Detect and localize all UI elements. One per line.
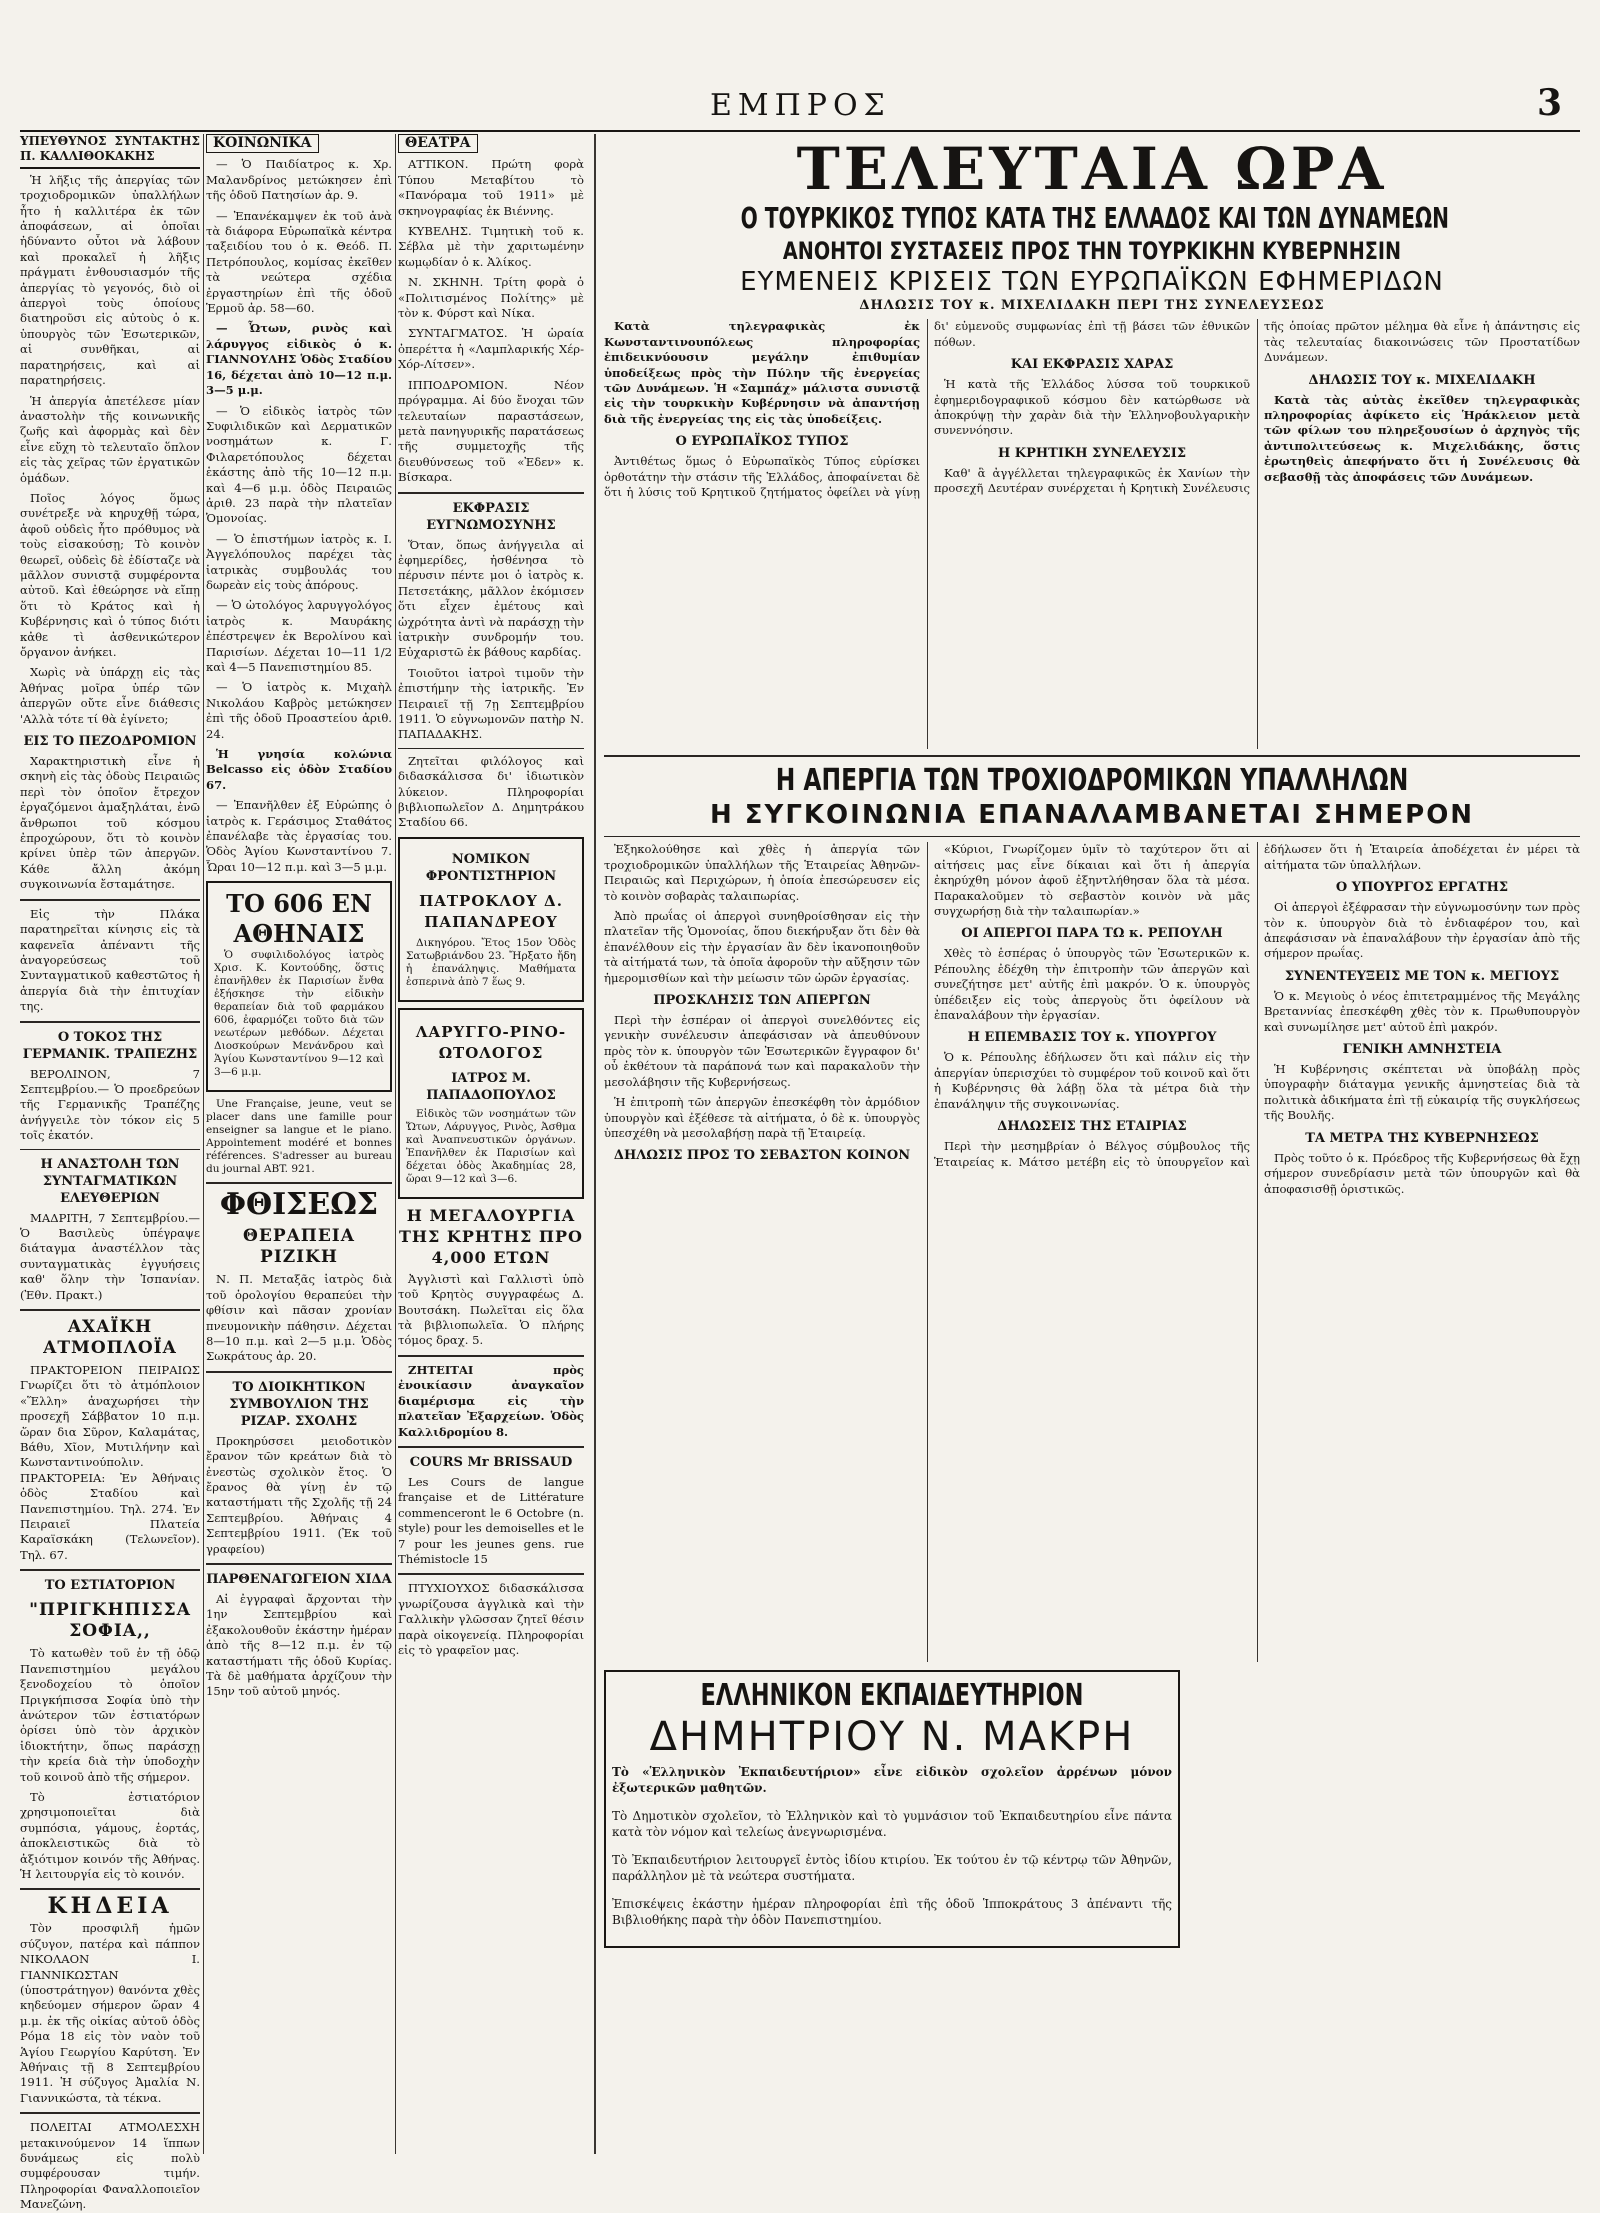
- article-paragraph: Χαρακτηριστικὴ εἶνε ἡ σκηνὴ εἰς τὰς ὁδοὺς Πειραιῶς περὶ τὸν ὁποῖον ἔτρεχον ἐργαζόμενοι ἀμαξηλάται, ἐνῶ ἄνθρωποι τοῦ κόσμου ἐπροχώρουν, ὅτι τὸ κοινὸν κρίνει ὑπὲρ τῶν ἀπεργῶν. Κάθε ἄλλη ἀκόμη συγκοινωνία ἔσταμάτησε.: [20, 754, 200, 892]
- section-heading: ΓΕΝΙΚΗ ΑΜΝΗΣΤΕΙΑ: [1342, 1042, 1502, 1058]
- divider: [20, 1149, 200, 1150]
- social-item: — Ὁ ἐπιστήμων ἰατρὸς κ. Ι. Ἀγγελόπουλος παρέχει τὰς ἰατρικὰς συμβουλάς του δωρεὰν εἰς τοὺς ἀπόρους.: [206, 531, 392, 592]
- social-item: — Ὁ ἰατρὸς κ. Μιχαὴλ Νικολάου Καβρὸς μετώκησεν ἐπὶ τῆς ὁδοῦ Προαστείου ἀριθ. 24.: [206, 680, 392, 741]
- ad-subtitle: ΙΑΤΡΟΣ Μ. ΠΑΠΑΔΟΠΟΥΛΟΣ: [426, 1070, 556, 1103]
- ad-title: ΦΘΙΣΕΩΣ: [219, 1187, 379, 1223]
- section-heading: ΤΑ ΜΕΤΡΑ ΤΗΣ ΚΥΒΕΡΝΗΣΕΩΣ: [1305, 1130, 1539, 1146]
- main-subtitle: Ο ΤΟΥΡΚΙΚΟΣ ΤΥΠΟΣ ΚΑΤΑ ΤΗΣ ΕΛΛΑΔΟΣ ΚΑΙ ΤΩΝ ΔΥΝΑΜΕΩΝ: [740, 202, 1450, 235]
- social-item: — Ἐπανῆλθεν ἐξ Εὐρώπης ὁ ἰατρὸς κ. Γεράσιμος Σταθάτος ἐπανέλαβε τὰς ἐργασίας του. Ὁδὸς Ἁγίου Κωνσταντίνου 7. Ὧραι 10—12 π.μ. καὶ 3—5 μ.μ.: [206, 798, 392, 874]
- ad-heading: Η ΜΕΓΑΛΟΥΡΓΙΑ ΤΗΣ ΚΡΗΤΗΣ ΠΡΟ 4,000 ΕΤΩΝ: [399, 1205, 583, 1267]
- section-heading: ΔΗΛΩΣΙΣ ΠΡΟΣ ΤΟ ΣΕΒΑΣΤΟΝ ΚΟΙΝΟΝ: [613, 1148, 911, 1164]
- section-heading: ΟΙ ΑΠΕΡΓΟΙ ΠΑΡΑ ΤΩ κ. ΡΕΠΟΥΛΗ: [961, 926, 1223, 942]
- funeral-notice: Τὸν προσφιλῆ ἡμῶν σύζυγον, πατέρα καὶ πάππον ΝΙΚΟΛΑΟΝ Ι. ΓΙΑΝΝΙΚΩΣΤΑΝ (ὑποστράτηγον) θανόντα χθὲς κηδεύομεν σήμερον ὥραν 4 μ.μ. ἐκ τῆς οἰκίας αὐτοῦ ὁδὸς Ρόμα 18 εἰς τὸν ναὸν τοῦ Ἁγίου Γεωργίου Καρύτση. Ἐν Ἀθήναις τῇ 8 Σεπτεμβρίου 1911. Ἡ σύζυγος Ἀμαλία Ν. Γιαννικώστα, τὰ τέκνα.: [20, 1921, 200, 2105]
- theatre-item: Ν. ΣΚΗΝΗ. Τρίτη φορὰ ὁ «Πολιτισμένος Πολίτης» μὲ τὸν κ. Φύρστ καὶ Νίκα.: [398, 275, 584, 321]
- ad-title: ΝΟΜΙΚΟΝ ΦΡΟΝΤΙΣΤΗΡΙΟΝ: [425, 851, 557, 884]
- french-ad: Une Française, jeune, veut se placer dans une famille pour enseigner sa langue et le piano. Appointement modéré et bonnes références. S'adresser au bureau du journal ABT. 921.: [206, 1098, 392, 1176]
- article-paragraph: Εἰς τὴν Πλάκα παρατηρεῖται κίνησις εἰς τὰ καφενεῖα ἀπέναντι τῆς ἀναγορεύσεως τοῦ Συνταγματικοῦ καθεστῶτος ἡ ἀπεργία διὰ τὴν ἐπιτυχίαν της.: [20, 906, 200, 1014]
- section-heading: Η ΑΝΑΣΤΟΛΗ ΤΩΝ ΣΥΝΤΑΓΜΑΤΙΚΩΝ ΕΛΕΥΘΕΡΙΩΝ: [40, 1156, 180, 1206]
- page-number: 3: [1536, 82, 1562, 124]
- theatre-item: ΑΤΤΙΚΟΝ. Πρώτη φορὰ Τύπου Μεταβίτου τὸ «Πανόραμα τοῦ 1911» μὲ σκηνογραφίας ἐκ Βιέννης.: [398, 157, 584, 218]
- ad-title: ΛΑΡΥΓΓΟ-ΡΙΝΟ-ΩΤΟΛΟΓΟΣ: [415, 1022, 567, 1062]
- section-heading: ΔΗΛΩΣΕΙΣ ΤΗΣ ΕΤΑΙΡΙΑΣ: [997, 1119, 1187, 1135]
- article-paragraph: Ἡ ἐπιτροπὴ τῶν ἀπεργῶν ἐπεσκέφθη τὸν ἀρμόδιον ὑπουργὸν καὶ ἐξέθεσε τὰ αἰτήματα, ὁ δὲ κ. ὑπουργὸς ὑπεσχέθη νὰ μεσολαβήσῃ παρὰ τῇ Ἑταιρείᾳ.: [604, 1095, 920, 1140]
- divider: [398, 748, 584, 749]
- ad-heading: "ΠΡΙΓΚΗΠΙΣΣΑ ΣΟΦΙΑ,,: [29, 1600, 191, 1642]
- ad-box-606: [206, 881, 392, 1092]
- theatre-item: ΙΠΠΟΔΡΟΜΙΟΝ. Νέον πρόγραμμα. Αἱ δύο ἔνοχαι τῶν τελευταίων παραστάσεων, μετὰ πανηγυρικῆς παρατάσεως τῆς συμμετοχῆς τῆς διευθύνσεως τοῦ «Ἐδεν» κ. Βίσκαρα.: [398, 377, 584, 485]
- notice-heading: ΤΟ ΔΙΟΙΚΗΤΙΚΟΝ ΣΥΜΒΟΥΛΙΟΝ ΤΗΣ ΡΙΖΑΡ. ΣΧΟΛΗΣ: [229, 1379, 369, 1429]
- divider: [398, 1446, 584, 1448]
- ad-text: Ζητεῖται φιλόλογος καὶ διδασκάλισσα δι' ἰδιωτικὸν λύκειον. Πληροφορίαι βιβλιοπωλεῖον Δ. Δημητράκου Σταδίου 66.: [398, 753, 584, 830]
- divider: [206, 1563, 392, 1565]
- article-paragraph: Κατὰ τηλεγραφικὰς ἐκ Κωνσταντινουπόλεως πληροφορίας ἐπιδεικνύουσιν μεγάλην ἐπιθυμίαν ὑποδείξεως πρὸς τὴν Πύλην τῆς ἐνεργείας τῶν Δυνάμεων. Ἡ «Σαμπάχ» μάλιστα συνιστᾷ εἰς τὴν τουρκικὴν Κυβέρνησιν νὰ ἀπαντήσῃ διὰ τῆς ἐνεργείας της εἰς τὰς ὑποδείξεις.: [604, 319, 920, 426]
- social-item: — Ὁ ὠτολόγος λαρυγγολόγος ἰατρὸς κ. Μαυράκης ἐπέστρεψεν ἐκ Βερολίνου καὶ Παρισίων. Δέχεται 10—11 1/2 καὶ 4—5 Πανεπιστημίου 85.: [206, 598, 392, 674]
- masthead: [20, 74, 1580, 132]
- strike-story-columns: [604, 842, 1580, 1662]
- divider: [206, 1182, 392, 1184]
- column-2: [206, 134, 392, 2154]
- ad-subtitle: ΠΑΤΡΟΚΛΟΥ Δ. ΠΑΠΑΝΔΡΕΟΥ: [419, 891, 563, 931]
- column-rule: [594, 134, 596, 2154]
- ad-text: ΠΤΥΧΙΟΥΧΟΣ διδασκάλισσα γνωρίζουσα ἀγγλικὰ καὶ τὴν Γαλλικὴν γλῶσσαν ζητεῖ θέσιν παρὰ οἰκογενείᾳ. Πληροφορίαι εἰς τὸ γραφεῖον μας.: [398, 1581, 584, 1657]
- article-paragraph: Κατὰ τὰς αὐτὰς ἐκεῖθεν τηλεγραφικὰς πληροφορίας ἀφίκετο εἰς Ἡράκλειον μετὰ τῶν φίλων του πληρεξουσίων ὁ ἀρχηγὸς τῆς ἀντιπολιτεύσεως κ. Μιχελιδάκης, ὅστις ἐρωτηθεὶς ἀπεφήνατο ὅτι ἡ Συνέλευσις θὰ σεβασθῇ τὰς ἀποφάσεις τῶν Δυνάμεων.: [1264, 392, 1580, 484]
- divider: [398, 1573, 584, 1575]
- article-paragraph: Ἐξηκολούθησε καὶ χθὲς ἡ ἀπεργία τῶν τροχιοδρομικῶν ὑπαλλήλων τῆς Ἑταιρείας Ἀθηνῶν-Πειραιῶς καὶ Περιχώρων, ἡ ὁποία ἐπεσώρευσεν εἰς τὸ κοινὸν σοβαρὰς ταλαιπωρίας.: [604, 842, 920, 903]
- divider: [20, 2112, 200, 2114]
- social-item: Ἡ γνησία κολώνια Belcasso εἰς ὁδὸν Σταδίου 67.: [206, 747, 392, 792]
- main-subtitle: ΑΝΟΗΤΟΙ ΣΥΣΤΑΣΕΙΣ ΠΡΟΣ ΤΗΝ ΤΟΥΡΚΙΚΗΝ ΚΥΒΕΡΝΗΣΙΝ: [782, 237, 1402, 265]
- ad-text: Τὸ ἐστιατόριον χρησιμοποιεῖται διὰ συμπόσια, γάμους, ἑορτάς, ἀποκλειστικῶς διὰ τὸ ἀξιότιμον κοινόν τῆς Ἀθήνας. Ἡ λειτουργία εἰς τὸ κοινόν.: [20, 1789, 200, 1881]
- column-rule: [395, 134, 396, 2154]
- article-paragraph: «Κύριοι, Γνωρίζομεν ὑμῖν τὸ ταχύτερον ὅτι αἱ αἰτήσεις μας εἶνε δίκαιαι καὶ ὅτι ἡ ἀπεργία ἐκηρύχθη μόνον ἀφοῦ ἐξηντλήθησαν ὅλα τὰ μέσα. Παρακαλοῦμεν τὸ σεβαστὸν κοινὸν νὰ μᾶς συγχωρήσῃ διὰ τὴν ταλαιπωρίαν.»: [934, 842, 1250, 919]
- ad-text: Les Cours de langue française et de Littérature commenceront le 6 Octobre (n. style) pour les demoiselles et le 7 pour les jeunes gens. rue Thémistocle 15: [398, 1474, 584, 1566]
- ad-text: ΠΡΑΚΤΟΡΕΙΟΝ ΠΕΙΡΑΙΩΣ Γνωρίζει ὅτι τὸ ἀτμόπλοιον «Ἕλλη» ἀναχωρήσει τὴν προσεχῆ Σάββατον 10 π.μ. ὥραν δια Σῦρον, Καλαμάτας, Βάθυ, Χῖον, Μυτιλήνην καὶ Κωνσταντινούπολιν. ΠΡΑΚΤΟΡΕΙΑ: Ἐν Ἀθήναις ὁδὸς Σταδίου καὶ Πανεπιστημίου. Τηλ. 274. Ἐν Πειραιεῖ Πλατεία Καραϊσκάκη (Τελωνεῖον). Τηλ. 67.: [20, 1363, 200, 1562]
- ad-text: Ν. Π. Μεταξᾶς ἰατρὸς διὰ τοῦ ὁρολογίου θεραπεύει τὴν φθίσιν καὶ πᾶσαν χρονίαν πνευμονικὴν πάθησιν. Δέχεται 8—10 π.μ. καὶ 2—5 μ.μ. Ὁδὸς Σωκράτους ἀρ. 20.: [206, 1272, 392, 1364]
- article-paragraph: Χωρὶς νὰ ὑπάρχῃ εἰς τὰς Ἀθήνας μοῖρα ὑπέρ τῶν ἀπεργῶν οὔτε εἶνε διάθεσις 'Αλλὰ τότε τί θὰ ἐγίνετο;: [20, 665, 200, 726]
- article-paragraph: Ἡ λῆξις τῆς ἀπεργίας τῶν τροχιοδρομικῶν ὑπαλλήλων ἦτο ἡ καλλιτέρα ἐκ τῶν ἀποφάσεων, αἱ ὁποῖαι ἠδύναντο οὗτοι νὰ λάβουν καὶ προκαλεῖ ἡ λῆξις πράγματι ἐνθουσιασμόν τῆς ἀπεργίας τὸ γεγονός, διὸ οἱ ἀπεργοὶ τοὺς ὁποίους διατηροῦσι εἰς αὐτοὺς ὁ κ. ὑπουργὸς τῶν Ἐσωτερικῶν, αἱ συνθῆκαι, αἱ παρατηρήσεις, καὶ αἱ παρατηρήσεις.: [20, 172, 200, 388]
- theatre-item: ΚΥΒΕΛΗΣ. Τιμητικὴ τοῦ κ. Σέβλα μὲ τὴν χαριτωμένην κωμῳδίαν ὁ κ. Ἀλίκος.: [398, 224, 584, 269]
- editor-byline: ΥΠΕΥΘΥΝΟΣ ΣΥΝΤΑΚΤΗΣ Π. ΚΑΛΛΙΘΟΚΑΚΗΣ: [20, 134, 200, 169]
- article-paragraph: ΒΕΡΟΛΙΝΟΝ, 7 Σεπτεμβρίου.— Ὁ προεδρεύων τῆς Γερμανικῆς Τραπέζης ἀνήγγειλε τὸν τόκον εἰς 5 τοῖς ἑκατόν.: [20, 1066, 200, 1143]
- paper-name: ΕΜΠΡΟΣ: [710, 88, 891, 123]
- section-tag: ΘΕΑΤΡΑ: [398, 134, 478, 153]
- article-paragraph: Ποῖος λόγος ὅμως συνέτρεξε νὰ κηρυχθῇ τώρα, ἀφοῦ οὐδεὶς ἦτο πρόθυμος νὰ τοὺς εἰσακούσῃ; Τὸ κοινὸν θεωρεῖ, οὐδεὶς δὲ ἐδίσταζε νὰ μᾶλλον συνιστᾷ συμφέροντα αὐτοῦ. Καὶ ἐθεώρησε νὰ εἴπῃ ὅτι τὸ Κράτος καὶ ἡ Κυβέρνησις καὶ ὁ τύπος διότι κἀθε τὶ ἀσθενικώτερον ὄργανον ἀνήκει.: [20, 490, 200, 659]
- section-heading: Ο ΥΠΟΥΡΓΟΣ ΕΡΓΑΤΗΣ: [1335, 880, 1509, 896]
- social-item: — Ἐπανέκαμψεν ἐκ τοῦ ἀνὰ τὰ διάφορα Εὐρωπαϊκὰ κέντρα ταξειδίου του ὁ κ. Θεόδ. Π. Πετρόπουλος, κομίσας ἐκεῖθεν τὰ νεώτερα σχέδια ἐργαστηρίων ἐπὶ τῆς ὁδοῦ Ἑρμοῦ ἀρ. 58—60.: [206, 208, 392, 316]
- school-name: ΔΗΜΗΤΡΙΟΥ Ν. ΜΑΚΡΗ: [649, 1714, 1135, 1761]
- divider: [20, 1021, 200, 1023]
- school-text: Τὸ Δημοτικὸν σχολεῖον, τὸ Ἑλληνικὸν καὶ τὸ γυμνάσιον τοῦ Ἐκπαιδευτηρίου εἶνε πάντα κατὰ τὸν νόμον καὶ τελείως ἀνεγνωρισμένα.: [612, 1809, 1172, 1840]
- article-paragraph: Ὁ κ. Μεγιοὺς ὁ νέος ἐπιτετραμμένος τῆς Μεγάλης Βρεταννίας ἐπεσκέφθη χθὲς τὸν κ. Πρωθυπουργὸν καὶ συνωμίλησε μετ' αὐτοῦ ἐπὶ μακρόν.: [1264, 988, 1580, 1034]
- main-subtitle: ΔΗΛΩΣΙΣ ΤΟΥ κ. ΜΙΧΕΛΙΔΑΚΗ ΠΕΡΙ ΤΗΣ ΣΥΝΕΛΕΥΣΕΩΣ: [859, 298, 1325, 313]
- ad-title: ΤΟ 606 ΕΝ ΑΘΗΝΑΙΣ: [226, 889, 372, 949]
- ad-text: Ὁ συφιλιδολόγος ἰατρὸς Χρισ. Κ. Κοντούδης, ὅστις ἐπανῆλθεν ἐκ Παρισίων ἔνθα ἐξήσκησε τὴν εἰδικὴν θεραπείαν διὰ τοῦ φαρμάκου 606, ἐφαρμόζει τοῦτο διὰ τῶν νεωτέρων μεθόδων. Δέχεται Διοσκούρων Μενάνδρου καὶ Ἁγίου Κωνσταντίνου 9—12 καὶ 3—6 μ.μ.: [214, 949, 384, 1079]
- section-heading: ΠΡΟΣΚΛΗΣΙΣ ΤΩΝ ΑΠΕΡΓΩΝ: [653, 993, 871, 1009]
- theatre-item: ΣΥΝΤΑΓΜΑΤΟΣ. Ἡ ὡραία ὀπερέττα ἡ «Λαμπλαρικής Χέρ-Χόρ-Λίτσεν».: [398, 326, 584, 372]
- divider: [398, 492, 584, 494]
- ad-text: ΠΟΛΕΙΤΑΙ ΑΤΜΟΛΕΣΧΗ μετακινούμενον 14 ἵππων δυνάμεως εἰς πολὺ συμφέρουσαν τιμήν. Πληροφορίαι Φαναλλοποιεῖον Μανεζώνη.: [20, 2120, 200, 2212]
- school-text: Τὸ Ἐκπαιδευτήριον λειτουργεῖ ἐντὸς ἰδίου κτιρίου. Ἐκ τούτου ἐν τῷ κέντρῳ τῶν Ἀθηνῶν, παράλληλον μὲ τὰ νεώτερα συστήματα.: [612, 1853, 1172, 1884]
- divider: [20, 1309, 200, 1311]
- column-rule: [203, 134, 204, 2154]
- main-subtitle: ΕΥΜΕΝΕΙΣ ΚΡΙΣΕΙΣ ΤΩΝ ΕΥΡΩΠΑΪΚΩΝ ΕΦΗΜΕΡΙΔΩΝ: [740, 267, 1444, 297]
- article-paragraph: Ὅταν, ὅπως ἀνήγγειλα αἱ ἐφημερίδες, ἠσθένησα τὸ πέρυσιν πέντε μοι ὁ ἰατρὸς κ. Πετσετάκης, μᾶλλον ἐκόμισεν ὅτι εἶχεν ἐμέτους καὶ ὠχρότητα ἀντὶ νὰ παράσχῃ τὴν ἰατρικὴν συνδρομήν του. Εὐχαριστῶ ἐκ βάθους καρδίας.: [398, 537, 584, 660]
- column-1: [20, 134, 200, 2212]
- ad-subtitle: ΘΕΡΑΠΕΙΑ ΡΙΖΙΚΗ: [243, 1226, 355, 1268]
- article-paragraph: Ἡ Κυβέρνησις σκέπτεται νὰ ὑποβάλῃ πρὸς ὑπογραφὴν διάταγμα γενικῆς ἀμνηστείας διὰ τὰ πολιτικὰ ἀδικήματα ἐπὶ τῇ εὐκαιρίᾳ τῆς συγκλήσεως τῆς Βουλῆς.: [1264, 1062, 1580, 1123]
- article-paragraph: Περὶ τὴν ἑσπέραν οἱ ἀπεργοὶ συνελθόντες εἰς γενικὴν συνέλευσιν ἀπεφάσισαν νὰ ἀπευθύνουν πρὸς τὸν κ. ὑπουργὸν τῶν Ἐσωτερικῶν ἔγγραφον δι' οὗ ἐκθέτουν τὰ παράπονά των καὶ παρακαλοῦν τὴν μεσολάβησιν τῆς Κυβερνήσεως.: [604, 1013, 920, 1089]
- divider: [604, 755, 1580, 757]
- article-paragraph: ΜΑΔΡΙΤΗ, 7 Σεπτεμβρίου.— Ὁ Βασιλεὺς ὑπέγραψε διάταγμα ἀναστέλλον τὰς συνταγματικὰς ἐγγυήσεις καθ' ὅλην τὴν Ἱσπανίαν. (Ἐθν. Πρακτ.): [20, 1210, 200, 1302]
- article-paragraph: Τοιοῦτοι ἰατροὶ τιμοῦν τὴν ἐπιστήμην τὴς ἰατρικῆς. Ἐν Πειραιεῖ τῇ 7ῃ Σεπτεμβρίου 1911. Ὁ εὐγνωμονῶν πατὴρ Ν. ΠΑΠΑΔΑΚΗΣ.: [398, 665, 584, 742]
- ad-text: ΖΗΤΕΙΤΑΙ πρὸς ἐνοικίασιν ἀναγκαῖον διαμέρισμα εἰς τὴν πλατεῖαν Ἐξαρχείων. Ὁδὸς Καλλιδρομίου 8.: [398, 1362, 584, 1439]
- notice-text: Αἱ ἐγγραφαὶ ἄρχονται τὴν 1ην Σεπτεμβρίου καὶ ἐξακολουθοῦν ἑκάστην ἡμέραν ἀπὸ τῆς 8—12 π.μ. ἐν τῷ καταστήματι τῆς ὁδοῦ Κυρίας. Τὰ δὲ μαθήματα ἀρχίζουν τὴν 15ην τοῦ αὐτοῦ μηνός.: [206, 1591, 392, 1699]
- section-heading: ΚΑΙ ΕΚΦΡΑΣΙΣ ΧΑΡΑΣ: [1010, 357, 1174, 373]
- ad-box-doctor: [398, 1008, 584, 1199]
- school-text: Τὸ «Ἑλληνικὸν Ἐκπαιδευτήριον» εἶνε εἰδικὸν σχολεῖον ἀρρένων μόνον ἐξωτερικῶν μαθητῶν.: [612, 1765, 1172, 1796]
- section-heading: Η ΕΠΕΜΒΑΣΙΣ ΤΟΥ κ. ΥΠΟΥΡΓΟΥ: [967, 1030, 1217, 1046]
- school-ad: [604, 1670, 1180, 1948]
- school-title: ΕΛΛΗΝΙΚΟΝ ΕΚΠΑΙΔΕΥΤΗΡΙΟΝ: [700, 1678, 1084, 1714]
- divider: [206, 1371, 392, 1373]
- section-heading: ΔΗΛΩΣΙΣ ΤΟΥ κ. ΜΙΧΕΛΙΔΑΚΗ: [1308, 372, 1536, 388]
- right-section: [604, 134, 1580, 2154]
- strike-subheadline: Η ΣΥΓΚΟΙΝΩΝΙΑ ΕΠΑΝΑΛΑΜΒΑΝΕΤΑΙ ΣΗΜΕΡΟΝ: [709, 800, 1475, 831]
- divider: [20, 899, 200, 901]
- divider: [20, 1888, 200, 1890]
- ad-heading: ΑΧΑΪΚΗ ΑΤΜΟΠΛΟΪΑ: [43, 1317, 177, 1358]
- article-paragraph: Χθὲς τὸ ἑσπέρας ὁ ὑπουργὸς τῶν Ἐσωτερικῶν κ. Ρέπουλης ἐδέχθη τὴν ἐπιτροπὴν τῶν ἀπεργῶν καὶ συνεζήτησε μετ' αὐτῆς ἐπὶ μακρόν. Ὁ κ. ὑπουργὸς ὑπέδειξεν εἰς τοὺς ἀπεργοὺς ὅτι ὀφείλουν νὰ ἐπαναλάβουν τὴν ἐργασίαν.: [934, 946, 1250, 1023]
- section-heading: ΕΚΦΡΑΣΙΣ ΕΥΓΝΩΜΟΣΥΝΗΣ: [426, 500, 556, 533]
- article-paragraph: Ἀντιθέτως ὅμως ὁ Εὐρωπαϊκὸς Τύπος εὑρίσκει ὀρθοτάτην τὴν στάσιν τῆς Ἑλλάδος, ἀποφαίνεται δὲ ὅτι ἡ λύσις τοῦ Κρητικοῦ ζητήματος ὀφείλει νὰ γίνῃ δι' εὐμενοῦς συμφωνίας ἐπὶ τῇ βάσει τῶν ἐθνικῶν πόθων.: [604, 319, 1250, 500]
- social-item: — Ὦτων, ρινὸς καὶ λάρυγγος εἰδικὸς ὁ κ. ΓΙΑΝΝΟΥΛΗΣ Ὁδὸς Σταδίου 16, δέχεται ἀπὸ 10—12 π.μ. 3—5 μ.μ.: [206, 321, 392, 398]
- section-heading: Ο ΕΥΡΩΠΑΪΚΟΣ ΤΥΠΟΣ: [675, 434, 849, 450]
- top-story-columns: [604, 319, 1580, 749]
- section-heading: Ο ΤΟΚΟΣ ΤΗΣ ΓΕΡΜΑΝΙΚ. ΤΡΑΠΕΖΗΣ: [22, 1029, 198, 1062]
- column-3: [398, 134, 584, 2154]
- section-heading: Η ΚΡΗΤΙΚΗ ΣΥΝΕΛΕΥΣΙΣ: [997, 445, 1187, 461]
- divider: [604, 836, 1580, 837]
- section-heading: ΣΥΝΕΝΤΕΥΞΕΙΣ ΜΕ ΤΟΝ κ. ΜΕΓΙΟΥΣ: [1284, 968, 1560, 984]
- article-paragraph: Οἱ ἀπεργοὶ ἐξέφρασαν τὴν εὐγνωμοσύνην των πρὸς τὸν κ. ὑπουργὸν διὰ τὸ ἐνδιαφέρον του, καὶ ἀπεφάσισαν νὰ ἐπαναλάβουν τὴν ἐργασίαν ἀπὸ τῆς σήμερον πρωΐας.: [1264, 900, 1580, 961]
- notice-text: Προκηρύσσει μειοδοτικὸν ἔρανον τῶν κρεάτων διὰ τὸ ἐνεστὼς σχολικὸν ἔτος. Ὁ ἔρανος θὰ γίνῃ ἐν τῷ καταστήματι τῆς Σχολῆς τῇ 24 Σεπτεμβρίου. Ἀθήναις 4 Σεπτεμβρίου 1911. (Ἐκ τοῦ γραφείου): [206, 1433, 392, 1556]
- ad-box-law: [398, 837, 584, 1002]
- notice-heading: ΠΑΡΘΕΝΑΓΩΓΕΙΟΝ ΧΙΔΑ: [206, 1571, 392, 1587]
- section-heading: ΕΙΣ ΤΟ ΠΕΖΟΔΡΟΜΙΟΝ: [23, 734, 197, 750]
- ad-text: Ἀγγλιστὶ καὶ Γαλλιστὶ ὑπὸ τοῦ Κρητὸς συγγραφέως Δ. Βουτσάκη. Πωλεῖται εἰς ὅλα τὰ βιβλιοπωλεῖα. Ὁ πλήρης τόμος δραχ. 5.: [398, 1271, 584, 1348]
- main-banner: ΤΕΛΕΥΤΑΙΑ ΩΡΑ: [796, 135, 1388, 203]
- article-paragraph: Πρὸς τοῦτο ὁ κ. Πρόεδρος τῆς Κυβερνήσεως θὰ ἔχῃ σήμερον συνεδρίασιν μετὰ τῶν ὑπουργῶν καὶ θὰ ἀποφασισθῇ ὁριστικῶς.: [1264, 1150, 1580, 1196]
- article-paragraph: Ἡ ἀπεργία ἀπετέλεσε μίαν ἀναστολὴν τῆς κοινωνικῆς ζωῆς καὶ ἀφορμὰς καὶ δὲν εἶνε εὔχη τὸ τελευταῖο ὅπλον εἰς τὰς χεῖρας τῶν ἐργατικῶν ὁμάδων.: [20, 393, 200, 485]
- ad-text: Εἰδικὸς τῶν νοσημάτων τῶν Ὤτων, Λάρυγγος, Ρινὸς, Ἀσθμα καὶ Ἀναπνευστικῶν ὀργάνων. Ἐπανῆλθεν ἐκ Παρισίων καὶ δέχεται ὁδὸς Ἀκαδημίας 28, ὥραι 9—12 καὶ 3—6.: [406, 1107, 576, 1185]
- article-paragraph: Ἀπὸ πρωΐας οἱ ἀπεργοὶ συνηθροίσθησαν εἰς τὴν πλατεῖαν τῆς Ὁμονοίας, ὅπου διεκήρυξαν ὅτι δὲν θὰ ἐπανέλθουν εἰς τὴν ἐργασίαν ἂν δὲν ἱκανοποιηθοῦν τὰ αἰτήματά των, τὰ ὁποῖα ἀφοροῦν τὴν αὔξησιν τῶν ἡμερομισθίων καὶ τὴν μείωσιν τῶν ὡρῶν ἐργασίας.: [604, 909, 920, 985]
- ad-heading: ΤΟ ΕΣΤΙΑΤΟΡΙΟΝ: [44, 1578, 176, 1594]
- article-paragraph: Καθ' ἃ ἀγγέλλεται τηλεγραφικῶς ἐκ Χανίων τὴν προσεχῆ Δευτέραν συνέρχεται ἡ Κρητικὴ Συνέλευσις τῆς ὁποίας πρῶτον μέλημα θὰ εἶνε ἡ ἀπάντησις εἰς τὰς τελευταίας διακοινώσεις τῶν Προστατίδων Δυνάμεων.: [934, 319, 1580, 496]
- article-paragraph: Ἡ κατὰ τῆς Ἑλλάδος λύσσα τοῦ τουρκικοῦ ἐφημεριδογραφικοῦ κόσμου δὲν κατώρθωσε νὰ ἀποκρύψῃ τὴν χαρὰν διὰ τὴν Ἑλληνοβουλγαρικὴν συνεννόησιν.: [934, 377, 1250, 438]
- social-item: — Ὁ εἰδικὸς ἰατρὸς τῶν Συφιλιδικῶν καὶ Δερματικῶν νοσημάτων κ. Γ. Φιλαρετόπουλος δέχεται ἑκάστης ἀπὸ τῆς 10—12 π.μ. καὶ 4—6 μ.μ. ὁδὸς Πειραιῶς ἀριθ. 23 παρὰ τὴν πλατεῖαν Ὁμονοίας.: [206, 403, 392, 526]
- divider: [20, 1569, 200, 1571]
- school-text: Ἐπισκέψεις ἑκάστην ἡμέραν πληροφορίαι ἐπὶ τῆς ὁδοῦ Ἱπποκράτους 3 ἀπέναντι τῆς Βιβλιοθήκης παρὰ τὴν ὁδὸν Πανεπιστημίου.: [612, 1897, 1172, 1928]
- article-paragraph: Ὁ κ. Ρέπουλης ἐδήλωσεν ὅτι καὶ πάλιν εἰς τὴν ἀπεργίαν ὑπερισχύει τὸ συμφέρον τοῦ κοινοῦ καὶ ὅτι ἡ Κυβέρνησις θὰ λάβῃ ὅλα τὰ μέτρα διὰ τὴν ἐπανάληψιν τῆς συγκοινωνίας.: [934, 1050, 1250, 1111]
- ad-text: Τὸ κατωθὲν τοῦ ἐν τῇ ὁδῷ Πανεπιστημίου μεγάλου ξενοδοχείου τὸ ὁποῖον Πριγκήπισσα Σοφία ὑπὸ τὴν ἀνώτερον τῶν ἐστιατόρων ὁρίσει ὑπὸ τὸν ἀρχικὸν ἰδιοκτήτην, ὅπως παράσχῃ τὴν κρεία διὰ τὴν ὑποδοχὴν τοῦ κοινοῦ ἀπὸ τῆς σήμερον.: [20, 1646, 200, 1784]
- funeral-heading: ΚΗΔΕΙΑ: [47, 1893, 173, 1920]
- ad-heading: COURS Mr BRISSAUD: [409, 1454, 573, 1470]
- ad-text: Δικηγόρου. Ἔτος 15ον Ὁδὸς Σατωβριάνδου 23. Ἤρξατο ἤδη ἡ ἐπανάληψις. Μαθήματα ἑσπερινὰ ἀπὸ 7 ἕως 9.: [406, 936, 576, 988]
- divider: [398, 1355, 584, 1357]
- article-paragraph: Περὶ τὴν μεσημβρίαν ὁ Βέλγος σύμβουλος τῆς Ἑταιρείας κ. Μάτσο μετέβη εἰς τὸ ὑπουργεῖον καὶ ἐδήλωσεν ὅτι ἡ Ἑταιρεία ἀποδέχεται ἐν μέρει τὰ αἰτήματα τῶν ὑπαλλήλων.: [934, 842, 1580, 1169]
- social-item: — Ὁ Παιδίατρος κ. Χρ. Μαλανδρίνος μετώκησεν ἐπὶ τῆς ὁδοῦ Πατησίων ἀρ. 9.: [206, 157, 392, 203]
- section-tag: ΚΟΙΝΩΝΙΚΑ: [206, 134, 319, 153]
- strike-headline: Η ΑΠΕΡΓΙΑ ΤΩΝ ΤΡΟΧΙΟΔΡΟΜΙΚΩΝ ΥΠΑΛΛΗΛΩΝ: [775, 763, 1409, 799]
